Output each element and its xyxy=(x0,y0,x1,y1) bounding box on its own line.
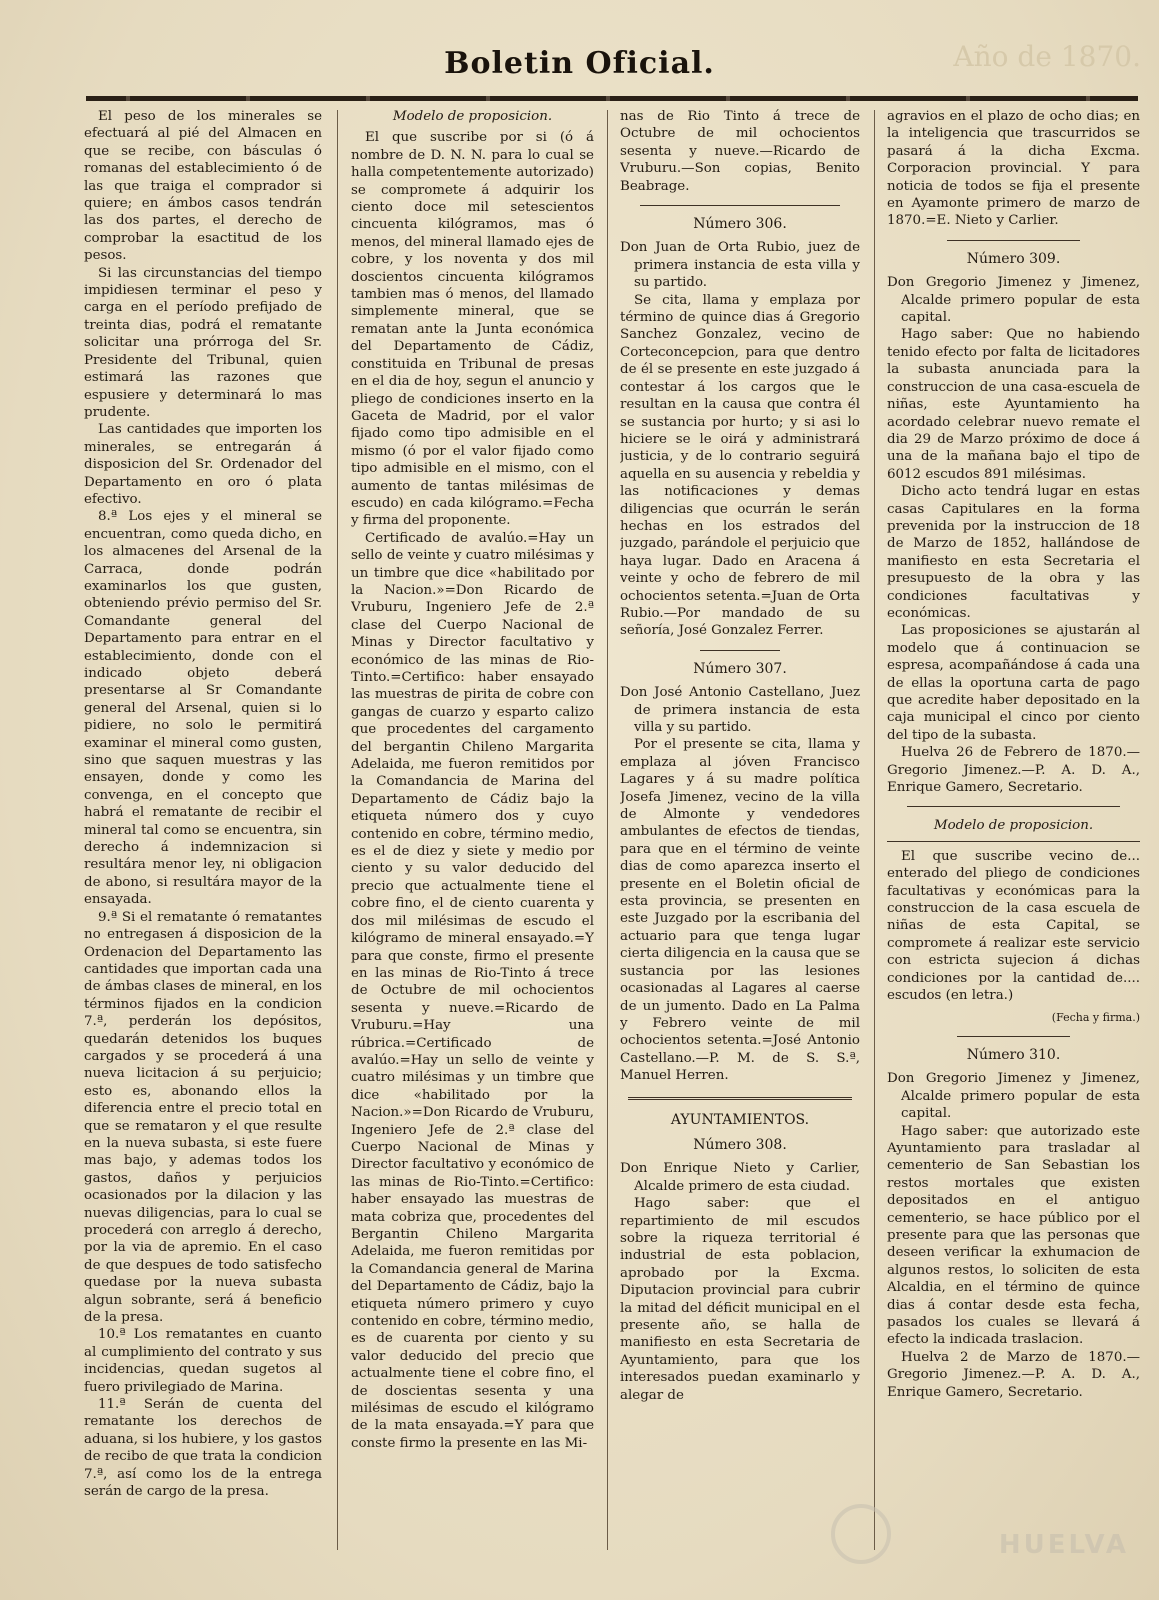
section-separator xyxy=(907,806,1120,807)
notice-308-body: Hago saber: que el repartimiento de mil escudos sobre la riqueza territorial é industrial de esta poblacion, aprobado por la Excma. Diputacion provincial para cubrir la mitad del déficit municipal en el presente año, se halla de manifiesto en esta Secretaria de Ayuntamiento, para que los interesados puedan examinarlo y alegar de xyxy=(620,1196,860,1403)
paragraph: nas de Rio Tinto á trece de Octubre de mil ochocientos sesenta y nueve.—Ricardo de Vruburu.—Son copias, Benito Beabrage. xyxy=(620,109,860,194)
masthead-title: Boletin Oficial. xyxy=(444,46,715,81)
model-heading: Modelo de proposicion. xyxy=(392,109,553,124)
notice-309-title: Don Gregorio Jimenez y Jimenez, Alcalde primero popular de esta capital. xyxy=(887,275,1140,326)
column-4 xyxy=(887,108,1140,1568)
short-separator xyxy=(947,240,1080,241)
column-2 xyxy=(351,108,594,1568)
column-3 xyxy=(620,108,860,1568)
condition-11: 11.ª Serán de cuenta del rematante los derechos de aduana, si los hubiere, y los gastos de recibo de que trata la condicion 7.ª, así como los de la entrega serán de cargo de la presa. xyxy=(84,1397,322,1500)
notice-306-title: Don Juan de Orta Rubio, juez de primera instancia de esta villa y su partido. xyxy=(620,240,860,291)
notice-307-heading: Número 307. xyxy=(693,660,787,677)
notice-310-title: Don Gregorio Jimenez y Jimenez, Alcalde primero popular de esta capital. xyxy=(887,1071,1140,1122)
condition-8: 8.ª Los ejes y el mineral se encuentran, como queda dicho, en los almacenes del Arsenal de la Carraca, donde podrán examinarlos los que gusten, obteniendo prévio permiso del Sr. Comandante general del Departamento para entrar en el establecimiento, donde con el indicado objeto deberá presentarse al Sr Comandante general del Arsenal, quien si lo pidiere, no solo le permitirá examinar el mineral como gusten, sino que saquen muestras y las ensayen, donde y como les convenga, en el concepto que habrá el rematante de recibir el mineral tal como se encuentra, sin derecho á indemnizacion si resultára menor ley, ni obligacion de abono, si resultára mayor de la ensayada. xyxy=(84,509,322,908)
notice-310-body: Hago saber: que autorizado este Ayuntamiento para trasladar al cementerio de San Sebastian los restos mortales que existen depositados en el antiguo cementerio, se hace público por el presente para que las personas que deseen verificar la exhumacion de algunos restos, lo soliciten de esta Alcaldia, en el término de quince dias á contar desde esta fecha, pasados los cuales se llevará á efecto la indicada traslacion. xyxy=(887,1123,1140,1348)
section-separator xyxy=(640,205,840,206)
paragraph: El peso de los minerales se efectuará al pié del Almacen en que se recibe, con básculas ó romanas del establecimiento ó de las que traiga el comprador si quiere; en ámbos casos tendrán las dos partes, el derecho de comprobar la esactitud de los pesos. xyxy=(84,109,322,264)
notice-306-heading: Número 306. xyxy=(693,216,787,233)
paragraph: agravios en el plazo de ocho dias; en la inteligencia que trascurridos se pasará á la dicha Excma. Corporacion provincial. Y para noticia de todos se fija el presente en Ayamonte primero de marzo de 1870.=E. Nieto y Carlier. xyxy=(887,109,1140,229)
notice-306-body: Se cita, llama y emplaza por término de quince dias á Gregorio Sanchez Gonzalez, vecino de Corteconcepcion, para que dentro de él se presente en este juzgado á contestar á los cargos que le resultan en la causa que contra él se sustancia por hurto; y si asi lo hiciere se le oirá y administrará justicia, y de lo contrario seguirá aquella en su ausencia y rebeldia y las notificaciones y demas diligencias que ocurrán le serán hechas en los estrados del juzgado, parándole el perjuicio que haya lugar. Dado en Aracena á veinte y ocho de febrero de mil ochocientos setenta.=Juan de Orta Rubio.—Por mandado de su señoría, José Gonzalez Ferrer. xyxy=(620,292,860,639)
paragraph: Certificado de avalúo.=Hay un sello de veinte y cuatro milésimas y un timbre que dice «habilitado por la Nacion.»=Don Ricardo de Vruburu, Ingeniero Jefe de 2.ª clase del Cuerpo Nacional de Minas y Director facultativo y económico de las minas de Rio-Tinto.=Certifico: haber ensayado las muestras de pirita de cobre con gangas de cuarzo y esparto calizo que procedentes del cargamento del bergantin Chileno Margarita Adelaida, me fueron remitidos por la Comandancia de Marina del Departamento de Cádiz bajo la etiqueta número dos y cuyo contenido en cobre, término medio, es el de diez y siete y medio por ciento y su valor deducido del precio que actualmente tiene el cobre fino, el de ciento cuarenta y dos mil milésimas de escudo el kilógramo de mineral ensayado.=Y para que conste, firmo el presente en las minas de Rio-Tinto á trece de Octubre de mil ochocientos sesenta y nueve.=Ricardo de Vruburu.=Hay una rúbrica.=Certificado de avalúo.=Hay un sello de veinte y cuatro milésimas y un timbre que dice «habilitado por la Nacion.»=Don Ricardo de Vruburu, Ingeniero Jefe de 2.ª clase del Cuerpo Nacional de Minas y Director facultativo y económico de las minas de Rio-Tinto.=Certifico: haber ensayado las muestras de mata cobriza que, procedentes del Bergantin Chileno Margarita Adelaida, me fueron remitidas por la Comandancia general de Marina del Departamento de Cádiz, bajo la etiqueta número primero y cuyo contenido en cobre, término medio, es de cuarenta por ciento y su valor deducido del precio que actualmente tiene el cobre fino, el de doscientas sesenta y una milésimas de escudo el kilógramo de la mata ensayada.=Y para que conste firmo la presente en las Mi- xyxy=(351,530,594,1451)
condition-9: 9.ª Si el rematante ó rematantes no entregasen á disposicion de la Ordenacion del Departamento las cantidades que importan cada una de ámbas clases de mineral, en los términos fijados en la condicion 7.ª, perderán los depósitos, quedarán detenidos los buques cargados y se procederá á una nueva licitacion á su perjuicio; esto es, abonando ellos la diferencia entre el precio total en que se remataron y el que resulte en la nueva subasta, si este fuere mas bajo, y ademas todos los gastos, daños y perjuicios ocasionados por la dilacion y las nuevas diligencias, para lo cual se procederá con arreglo á derecho, por la via de apremio. En el caso de que despues de todo satisfecho quedase por la nueva subasta algun sobrante, será á beneficio de la presa. xyxy=(84,909,322,1326)
notice-309-body: Dicho acto tendrá lugar en estas casas Capitulares en la forma prevenida por la instruccion de 18 de Marzo de 1852, hallándose de manifiesto en esta Secretaria el presupuesto de la obra y las condiciones facultativas y económicas. xyxy=(887,484,1140,621)
notice-309-body: Las proposiciones se ajustarán al modelo que á continuacion se espresa, acompañándose á cada una de ellas la oportuna carta de pago que acredite haber depositado en la caja municipal el cinco por ciento del tipo de la subasta. xyxy=(887,623,1140,743)
double-separator xyxy=(628,1097,852,1100)
condition-10: 10.ª Los rematantes en cuanto al cumplimiento del contrato y sus incidencias, quedan sugetos al fuero privilegiado de Marina. xyxy=(84,1327,322,1395)
model-heading: Modelo de proposicion. xyxy=(933,818,1094,834)
paragraph: El que suscribe por si (ó á nombre de D. N. N. para lo cual se halla competentemente autorizado) se compromete á adquirir los ciento doce mil setescientos cincuenta kilógramos, mas ó menos, del mineral llamado ejes de cobre, y los noventa y dos mil doscientos cincuenta kilógramos tambien mas ó menos, del llamado simplemente mineral, que se rematan ante la Junta económica del Departamento de Cádiz, constituida en Tribunal de presas en el dia de hoy, segun el anuncio y pliego de condiciones inserto en la Gaceta de Madrid, por el valor fijado como tipo admisible en el mismo (ó por el valor fijado como tipo admisible en el mismo, con el aumento de tantas milésimas de escudo) en cada kilógramo.=Fecha y firma del proponente. xyxy=(351,130,594,529)
column-divider xyxy=(874,110,875,1550)
paragraph: Las cantidades que importen los minerales, se entregarán á disposicion del Sr. Ordenador del Departamento en oro ó plata efectivo. xyxy=(84,422,322,507)
short-separator xyxy=(700,650,780,651)
model-signature: (Fecha y firma.) xyxy=(1051,1010,1140,1024)
notice-309-body: Hago saber: Que no habiendo tenido efecto por falta de licitadores la subasta anunciada para la construccion de una casa-escuela de niñas, este Ayuntamiento ha acordado celebrar nuevo remate el dia 29 de Marzo próximo de doce á una de la mañana bajo el tipo de 6012 escudos 891 milésimas. xyxy=(887,327,1140,482)
masthead-ghost: Año de 1870. xyxy=(953,40,1141,73)
column-1 xyxy=(84,108,322,1568)
section-ayuntamientos: AYUNTAMIENTOS. xyxy=(670,1111,810,1128)
notice-307-body: Por el presente se cita, llama y emplaza al jóven Francisco Lagares y á su madre política Josefa Jimenez, vecino de la villa de Almonte y vendedores ambulantes de efectos de tiendas, para que en el término de veinte dias de como aparezca inserto el presente en el Boletin oficial de esta provincia, se presenten en este Juzgado por la escribania del actuario para que tenga lugar cierta diligencia en la causa que se sustancia por las lesiones ocasionadas al Lagares al caerse de un jumento. Dado en La Palma y Febrero veinte de mil ochocientos setenta.=José Antonio Castellano.—P. M. de S. S.ª, Manuel Herren. xyxy=(620,737,860,1084)
notice-310-signature: Huelva 2 de Marzo de 1870.—Gregorio Jimenez.—P. A. D. A., Enrique Gamero, Secretario. xyxy=(887,1349,1140,1400)
notice-310-heading: Número 310. xyxy=(966,1046,1061,1063)
header-rule xyxy=(86,96,1138,101)
notice-308-title: Don Enrique Nieto y Carlier, Alcalde primero de esta ciudad. xyxy=(620,1161,860,1194)
section-separator xyxy=(887,841,1140,842)
notice-308-heading: Número 308. xyxy=(693,1136,787,1153)
notice-307-title: Don José Antonio Castellano, Juez de primera instancia de esta villa y su partido. xyxy=(620,685,860,735)
notice-309-signature: Huelva 26 de Febrero de 1870.—Gregorio Jimenez.—P. A. D. A., Enrique Gamero, Secretario. xyxy=(887,745,1140,796)
short-separator xyxy=(957,1036,1070,1037)
column-divider xyxy=(607,110,608,1550)
paragraph: Si las circunstancias del tiempo impidiesen terminar el peso y carga en el período prefijado de treinta dias, podrá el rematante solicitar una prórroga del Sr. Presidente del Tribunal, quien estimará las razones que espusiere y determinará lo mas prudente. xyxy=(84,265,322,420)
library-seal-icon xyxy=(831,1504,891,1564)
notice-309-heading: Número 309. xyxy=(966,250,1061,267)
column-divider xyxy=(337,110,338,1550)
model-body: El que suscribe vecino de... enterado del pliego de condiciones facultativas y económicas para la construccion de la casa escuela de niñas de esta Capital, se compromete á realizar este servicio con estricta sujecion á dichas condiciones por la cantidad de.... escudos (en letra.) xyxy=(887,848,1140,1004)
watermark-stamp: HUELVA xyxy=(998,1530,1129,1560)
